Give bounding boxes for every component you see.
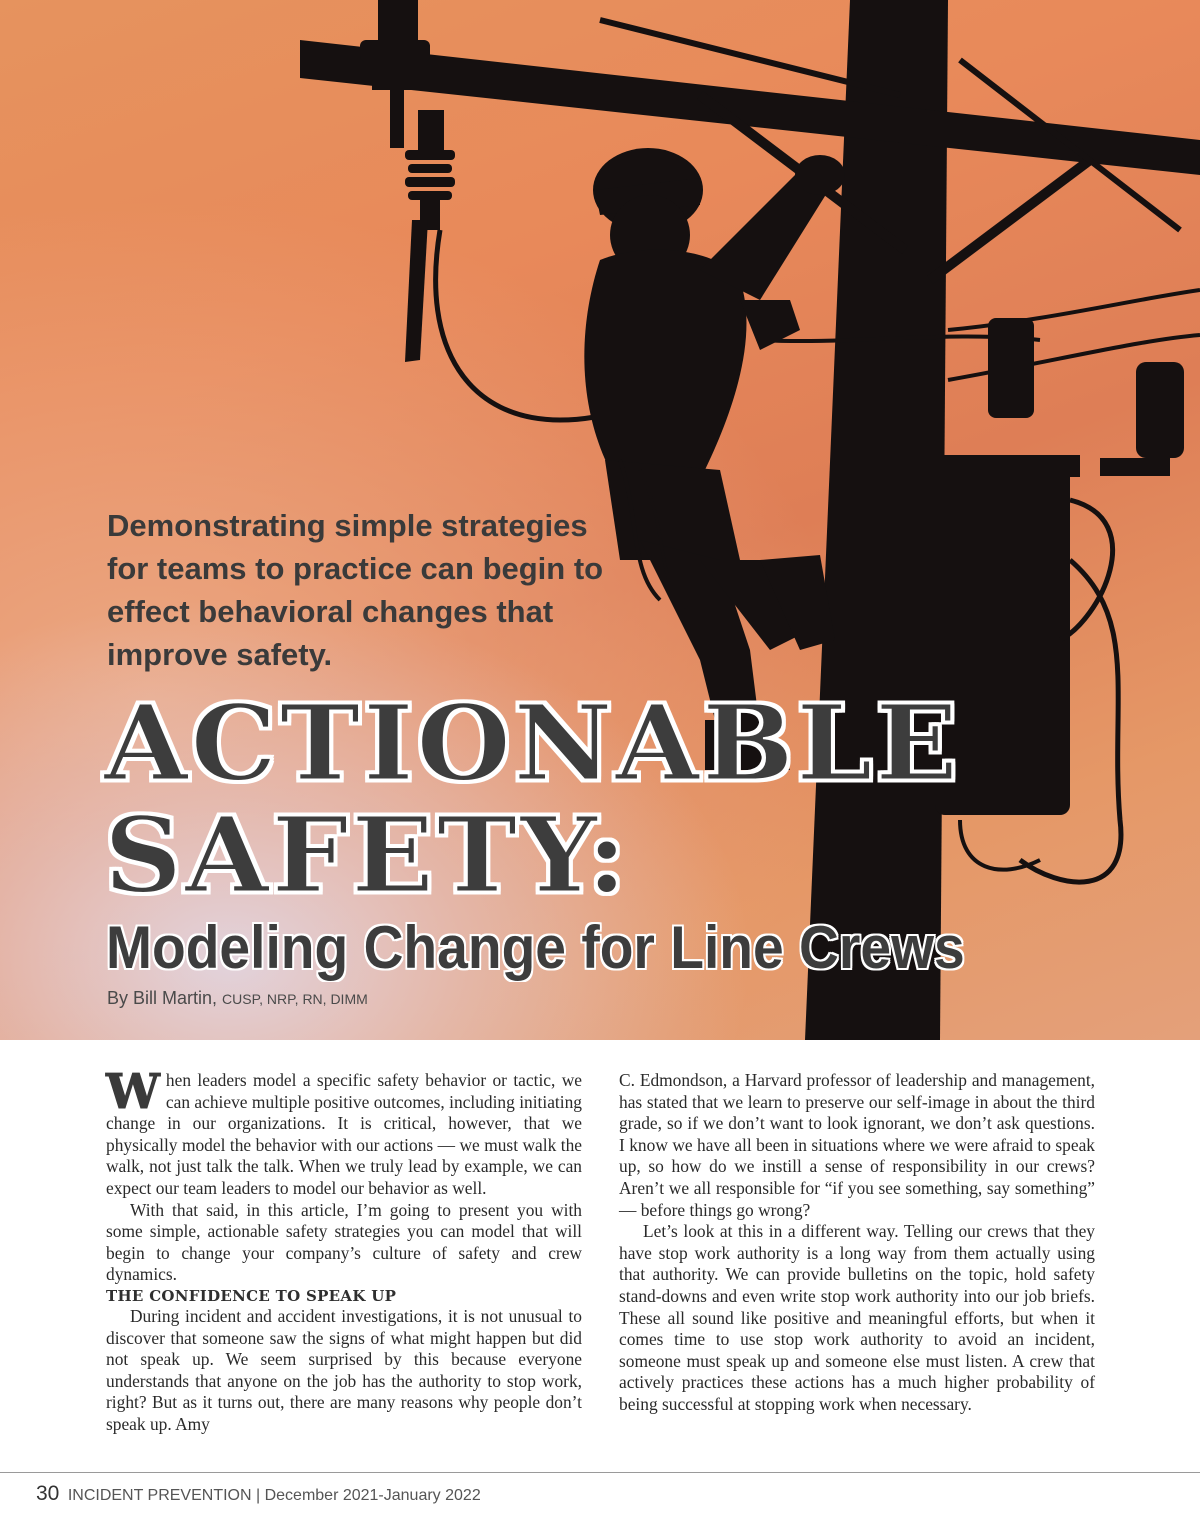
paragraph-1	[106, 1064, 582, 1200]
section-heading: THE CONFIDENCE TO SPEAK UP	[106, 1286, 397, 1305]
footer-divider	[0, 1472, 1200, 1473]
paragraph-2: With that said, in this article, I’m going to present you with some simple, actionable safety strategies you can model that will begin to change your company’s culture of safety and crew dynamics.	[106, 1199, 582, 1285]
title-line-2: SAFETY:	[104, 795, 630, 917]
article-subtitle: Modeling Change for Line Crews	[106, 914, 965, 981]
title-line-1: ACTIONABLE	[104, 683, 961, 805]
author-name: By Bill Martin,	[107, 988, 218, 1008]
publication-info: INCIDENT PREVENTION | December 2021-January 2022	[67, 1487, 481, 1504]
insulator-hanging	[405, 110, 455, 230]
hot-stick-tool	[405, 220, 428, 362]
article-column-left	[106, 1064, 582, 1436]
article-title	[104, 683, 1104, 917]
worker-silhouette	[584, 148, 845, 770]
author-credentials: CUSP, NRP, RN, DIMM	[222, 991, 368, 1007]
article-deck: Demonstrating simple strategies for teams to practice can begin to effect behavioral changes that improve safety.	[107, 508, 604, 672]
drop-cap: W	[106, 1064, 160, 1120]
page-footer	[36, 1482, 481, 1506]
page-number: 30	[36, 1482, 60, 1505]
article-column-right	[619, 1070, 1095, 1416]
paragraph-1-text: hen leaders model a specific safety behavior or tactic, we can achieve multiple positive outcomes, including initiating change in our organizations. It is critical, however, that we physically model the behavior with our actions — we must walk the walk, not just talk the talk. When we truly lead by example, we can expect our team leaders to model our behavior as well.	[106, 1070, 582, 1198]
paragraph-5: Let’s look at this in a different way. Telling our crews that they have stop work authority is a long way from them actually using that authority. We can provide bulletins on the topic, hold safety stand-downs and even write stop work authority into our job briefs. These all sound like positive and meaningful efforts, but when it comes time to use stop work authority to avoid an incident, someone must speak up and someone else must listen. A crew that actively practices these actions has a much higher probability of being successful at stopping work when necessary.	[619, 1221, 1095, 1414]
byline	[107, 988, 368, 1009]
paragraph-4: C. Edmondson, a Harvard professor of leadership and management, has stated that we learn to preserve our self-image in about the third grade, so if we don’t want to look ignorant, we don’t ask questions. I know we have all been in situations where we were afraid to speak up, so how do we instill a sense of responsibility in our crews? Aren’t we all responsible for “if you see something, say something” — before things go wrong?	[619, 1070, 1095, 1220]
paragraph-3: During incident and accident investigations, it is not unusual to discover that someone saw the signs of what might happen but did not speak up. We seem surprised by this because everyone understands that anyone on the job has the authority to stop work, right? But as it turns out, there are many reasons why people don’t speak up. Amy	[106, 1305, 582, 1434]
